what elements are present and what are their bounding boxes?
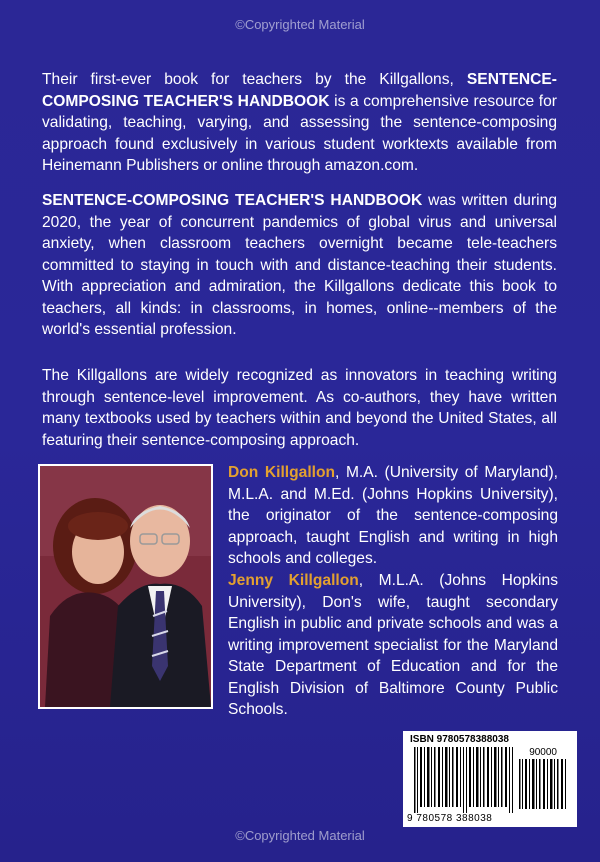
author-photo xyxy=(38,464,213,709)
isbn-label: ISBN 9780578388038 xyxy=(410,734,509,745)
authors-paragraph: The Killgallons are widely recognized as innovators in teaching writing through sentence-level improvement. As co-authors, they have written many textbooks used by teachers within and beyond the United States, all featuring their sentence-composing approach. xyxy=(42,367,557,449)
jenny-bio-text: , M.L.A. (Johns Hopkins University), Don's wife, taught secondary English in public and private schools and was a writing improvement specialist for the Maryland State Department of Education and for the English Division of Baltimore County Public Schools. xyxy=(228,572,558,718)
jenny-name: Jenny Killgallon xyxy=(228,572,359,589)
intro-text-pre: Their first-ever book for teachers by the Killgallons, xyxy=(42,71,467,88)
don-bio-text: , M.A. (University of Maryland), M.L.A. and M.Ed. (Johns Hopkins University), the originator of the sentence-composing approach, taught English and writing in high schools and colleges. xyxy=(228,464,558,567)
don-bio xyxy=(228,462,558,570)
isbn-barcode xyxy=(403,731,577,827)
don-name: Don Killgallon xyxy=(228,464,336,481)
book-title: SENTENCE-COMPOSING TEACHER'S HANDBOOK xyxy=(42,71,557,110)
jenny-bio xyxy=(228,570,558,721)
copyright-watermark-bottom: ©Copyrighted Material xyxy=(235,828,365,843)
ean-digits: 9 780578 388038 xyxy=(407,813,493,824)
book-title-repeat: SENTENCE-COMPOSING TEACHER'S HANDBOOK xyxy=(42,192,423,209)
copyright-watermark-top: ©Copyrighted Material xyxy=(235,17,365,32)
author-photo-image xyxy=(40,466,211,707)
intro-text-post: is a comprehensive resource for validating, teaching, varying, and assessing the sentence-composing approach found exclusively in various student worktexts available from Heinemann Publishers or online through amazon.com. xyxy=(42,92,557,174)
price-code: 90000 xyxy=(529,747,557,758)
intro-paragraph xyxy=(42,69,557,177)
dedication-paragraph xyxy=(42,190,557,341)
dedication-text: was written during 2020, the year of concurrent pandemics of global virus and universal anxiety, when classroom teachers overnight became tele-teachers committed to staying in touch with and distance-teaching their students. With appreciation and admiration, the Killgallons dedicate this book to teachers, all kinds: in classrooms, in homes, online--members of the world's essential profession. xyxy=(42,192,557,338)
